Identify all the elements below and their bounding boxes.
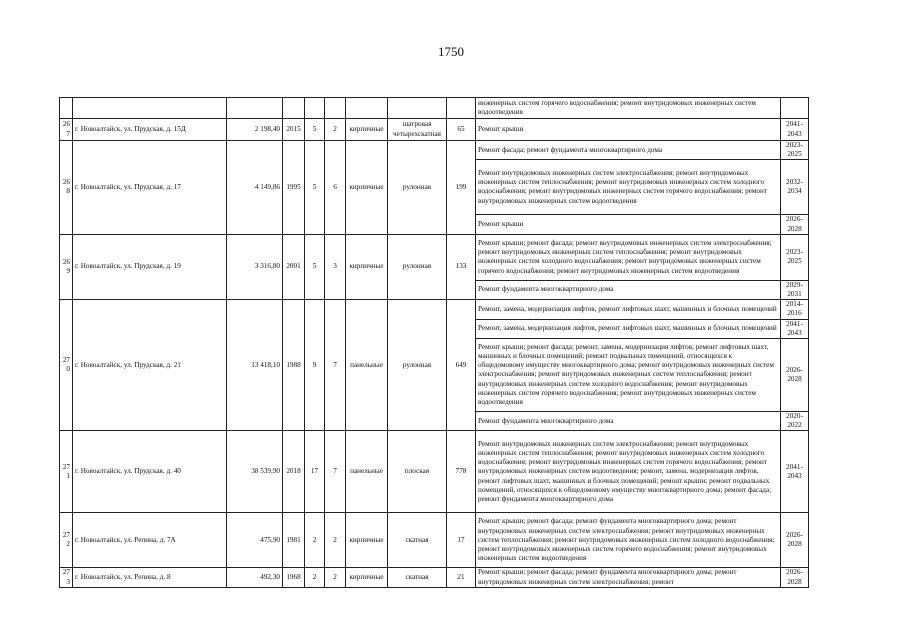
row-number: 272 bbox=[60, 513, 73, 568]
roof-cell: плоская bbox=[388, 431, 447, 513]
floors-cell: 5 bbox=[305, 119, 325, 141]
table-row bbox=[60, 300, 809, 319]
apartments-cell: 199 bbox=[447, 141, 476, 235]
table-body bbox=[60, 98, 809, 588]
address-cell: г. Новоалтайск, ул. Прудская, д. 21 bbox=[73, 300, 227, 431]
empty-cell bbox=[73, 98, 227, 119]
empty-cell bbox=[60, 98, 73, 119]
area-cell: 4 149,86 bbox=[227, 141, 283, 235]
year-cell: 2018 bbox=[283, 431, 305, 513]
floors-cell: 2 bbox=[305, 568, 325, 587]
floors-cell: 9 bbox=[305, 300, 325, 431]
page-number: 1750 bbox=[438, 44, 464, 59]
empty-cell bbox=[388, 98, 447, 119]
area-cell: 475,90 bbox=[227, 513, 283, 568]
year-cell: 2001 bbox=[283, 234, 305, 299]
entrances-cell: 2 bbox=[325, 513, 346, 568]
row-number: 268 bbox=[60, 141, 73, 235]
walls-cell: кирпичные bbox=[346, 141, 388, 235]
year-cell: 1981 bbox=[283, 513, 305, 568]
roof-cell: скатная bbox=[388, 513, 447, 568]
year-cell: 1995 bbox=[283, 141, 305, 235]
repair-period: 2023-2025 bbox=[781, 234, 809, 280]
table-row bbox=[60, 513, 809, 568]
work-description: Ремонт крыши; ремонт фасада; ремонт фундамента многоквартирного дома; ремонт внутридомовых инженерных систем электроснабжения; ремонт внутридомовых инженерных систем теплоснабжения; ремонт внутридомовых инженерных систем холодного водоснабжения; ремонт внутридомовых инженерных систем горячего водоснабжения; ремонт внутридомовых инженерных систем водоотведения bbox=[476, 513, 781, 568]
table-row bbox=[60, 431, 809, 513]
work-description: Ремонт крыши; ремонт фасада; ремонт внутридомовых инженерных систем электроснабжения; ремонт внутридомовых инженерных систем теплоснабжения; ремонт внутридомовых инженерных систем холодного водоснабжения; ремонт внутридомовых инженерных систем горячего водоснабжения; ремонт внутридомовых инженерных систем водоотведения bbox=[476, 234, 781, 280]
area-cell: 3 316,80 bbox=[227, 234, 283, 299]
apartments-cell: 649 bbox=[447, 300, 476, 431]
row-number: 269 bbox=[60, 234, 73, 299]
repair-period: 2026-2028 bbox=[781, 215, 809, 234]
year-cell: 1988 bbox=[283, 300, 305, 431]
row-number: 271 bbox=[60, 431, 73, 513]
table-row bbox=[60, 119, 809, 141]
empty-cell bbox=[781, 98, 809, 119]
address-cell: г. Новоалтайск, ул. Репина, д. 8 bbox=[73, 568, 227, 587]
roof-cell: шатровая четырехскатная bbox=[388, 119, 447, 141]
work-description: Ремонт крыши; ремонт фасада; ремонт, замена, модернизация лифтов, ремонт лифтовых шахт, машинных и блочных помещений; ремонт подвальных помещений, относящихся к общедомовому имуществу многоквартирного дома; ремонт внутридомовых инженерных систем электроснабжения; ремонт внутридомовых инженерных систем теплоснабжения; ремонт внутридомовых инженерных систем холодного водоснабжения; ремонт внутридомовых инженерных систем горячего водоснабжения; ремонт внутридомовых инженерных систем водоотведения bbox=[476, 339, 781, 412]
walls-cell: панельные bbox=[346, 300, 388, 431]
work-description: Ремонт фундамента многоквартирного дома bbox=[476, 412, 781, 431]
floors-cell: 17 bbox=[305, 431, 325, 513]
work-description: Ремонт, замена, модернизация лифтов, ремонт лифтовых шахт, машинных и блочных помещений bbox=[476, 300, 781, 319]
address-cell: г. Новоалтайск, ул. Прудская, д. 17 bbox=[73, 141, 227, 235]
entrances-cell: 7 bbox=[325, 431, 346, 513]
empty-cell bbox=[283, 98, 305, 119]
apartments-cell: 17 bbox=[447, 513, 476, 568]
table-row bbox=[60, 141, 809, 160]
row-number: 270 bbox=[60, 300, 73, 431]
apartments-cell: 21 bbox=[447, 568, 476, 587]
repair-period: 2032-2034 bbox=[781, 160, 809, 215]
area-cell: 13 418,10 bbox=[227, 300, 283, 431]
empty-cell bbox=[447, 98, 476, 119]
walls-cell: панельные bbox=[346, 431, 388, 513]
repair-period: 2026-2028 bbox=[781, 339, 809, 412]
row-number: 267 bbox=[60, 119, 73, 141]
apartments-cell: 133 bbox=[447, 234, 476, 299]
empty-cell bbox=[325, 98, 346, 119]
repair-period: 2029-2031 bbox=[781, 280, 809, 299]
address-cell: г. Новоалтайск, ул. Прудская, д. 15Д bbox=[73, 119, 227, 141]
work-description: Ремонт крыши bbox=[476, 215, 781, 234]
entrances-cell: 6 bbox=[325, 141, 346, 235]
area-cell: 38 539,90 bbox=[227, 431, 283, 513]
repair-period: 2041-2043 bbox=[781, 431, 809, 513]
work-description: Ремонт, замена, модернизация лифтов, ремонт лифтовых шахт, машинных и блочных помещений bbox=[476, 319, 781, 338]
repair-period: 2026-2028 bbox=[781, 568, 809, 587]
address-cell: г. Новоалтайск, ул. Прудская, д. 19 bbox=[73, 234, 227, 299]
repair-period: 2041-2043 bbox=[781, 119, 809, 141]
entrances-cell: 3 bbox=[325, 234, 346, 299]
apartments-cell: 778 bbox=[447, 431, 476, 513]
address-cell: г. Новоалтайск, ул. Прудская, д. 40 bbox=[73, 431, 227, 513]
work-description: инженерных систем горячего водоснабжения; ремонт внутридомовых инженерных систем водоотведения bbox=[476, 98, 781, 119]
entrances-cell: 7 bbox=[325, 300, 346, 431]
walls-cell: кирпичные bbox=[346, 119, 388, 141]
row-number: 273 bbox=[60, 568, 73, 587]
floors-cell: 5 bbox=[305, 141, 325, 235]
empty-cell bbox=[305, 98, 325, 119]
floors-cell: 2 bbox=[305, 513, 325, 568]
table-row bbox=[60, 234, 809, 280]
year-cell: 2015 bbox=[283, 119, 305, 141]
address-cell: г. Новоалтайск, ул. Репина, д. 7А bbox=[73, 513, 227, 568]
repair-period: 2014-2016 bbox=[781, 300, 809, 319]
work-description: Ремонт крыши; ремонт фасада; ремонт фундамента многоквартирного дома; ремонт внутридомовых инженерных систем электроснабжения; ремонт bbox=[476, 568, 781, 587]
continuation-row bbox=[60, 98, 809, 119]
housing-repair-table bbox=[59, 97, 809, 588]
entrances-cell: 2 bbox=[325, 119, 346, 141]
roof-cell: рулонная bbox=[388, 141, 447, 235]
area-cell: 2 198,40 bbox=[227, 119, 283, 141]
roof-cell: скатная bbox=[388, 568, 447, 587]
work-description: Ремонт фундамента многоквартирного дома bbox=[476, 280, 781, 299]
roof-cell: рулонная bbox=[388, 300, 447, 431]
walls-cell: кирпичные bbox=[346, 234, 388, 299]
empty-cell bbox=[227, 98, 283, 119]
year-cell: 1968 bbox=[283, 568, 305, 587]
repair-period: 2020-2022 bbox=[781, 412, 809, 431]
repair-period: 2026-2028 bbox=[781, 513, 809, 568]
repair-period: 2023-2025 bbox=[781, 141, 809, 160]
roof-cell: рулонная bbox=[388, 234, 447, 299]
walls-cell: кирпичные bbox=[346, 513, 388, 568]
repair-period: 2041-2043 bbox=[781, 319, 809, 338]
table-row bbox=[60, 568, 809, 587]
walls-cell: кирпичные bbox=[346, 568, 388, 587]
work-description: Ремонт фасада; ремонт фундамента многоквартирного дома bbox=[476, 141, 781, 160]
floors-cell: 5 bbox=[305, 234, 325, 299]
area-cell: 492,30 bbox=[227, 568, 283, 587]
apartments-cell: 65 bbox=[447, 119, 476, 141]
empty-cell bbox=[346, 98, 388, 119]
work-description: Ремонт внутридомовых инженерных систем электроснабжения; ремонт внутридомовых инженерных систем теплоснабжения; ремонт внутридомовых инженерных систем холодного водоснабжения; ремонт внутридомовых инженерных систем горячего водоснабжения; ремонт внутридомовых инженерных систем водоотведения; ремонт, замена, модернизация лифтов, ремонт лифтовых шахт, машинных и блочных помещений; ремонт крыши; ремонт подвальных помещений, относящихся к общедомовому имуществу многоквартирного дома; ремонт фасада; ремонт фундамента многоквартирного дома bbox=[476, 431, 781, 513]
work-description: Ремонт внутридомовых инженерных систем электроснабжения; ремонт внутридомовых инженерных систем теплоснабжения; ремонт внутридомовых инженерных систем холодного водоснабжения; ремонт внутридомовых инженерных систем горячего водоснабжения; ремонт внутридомовых инженерных систем водоотведения bbox=[476, 160, 781, 215]
entrances-cell: 2 bbox=[325, 568, 346, 587]
work-description: Ремонт крыши bbox=[476, 119, 781, 141]
